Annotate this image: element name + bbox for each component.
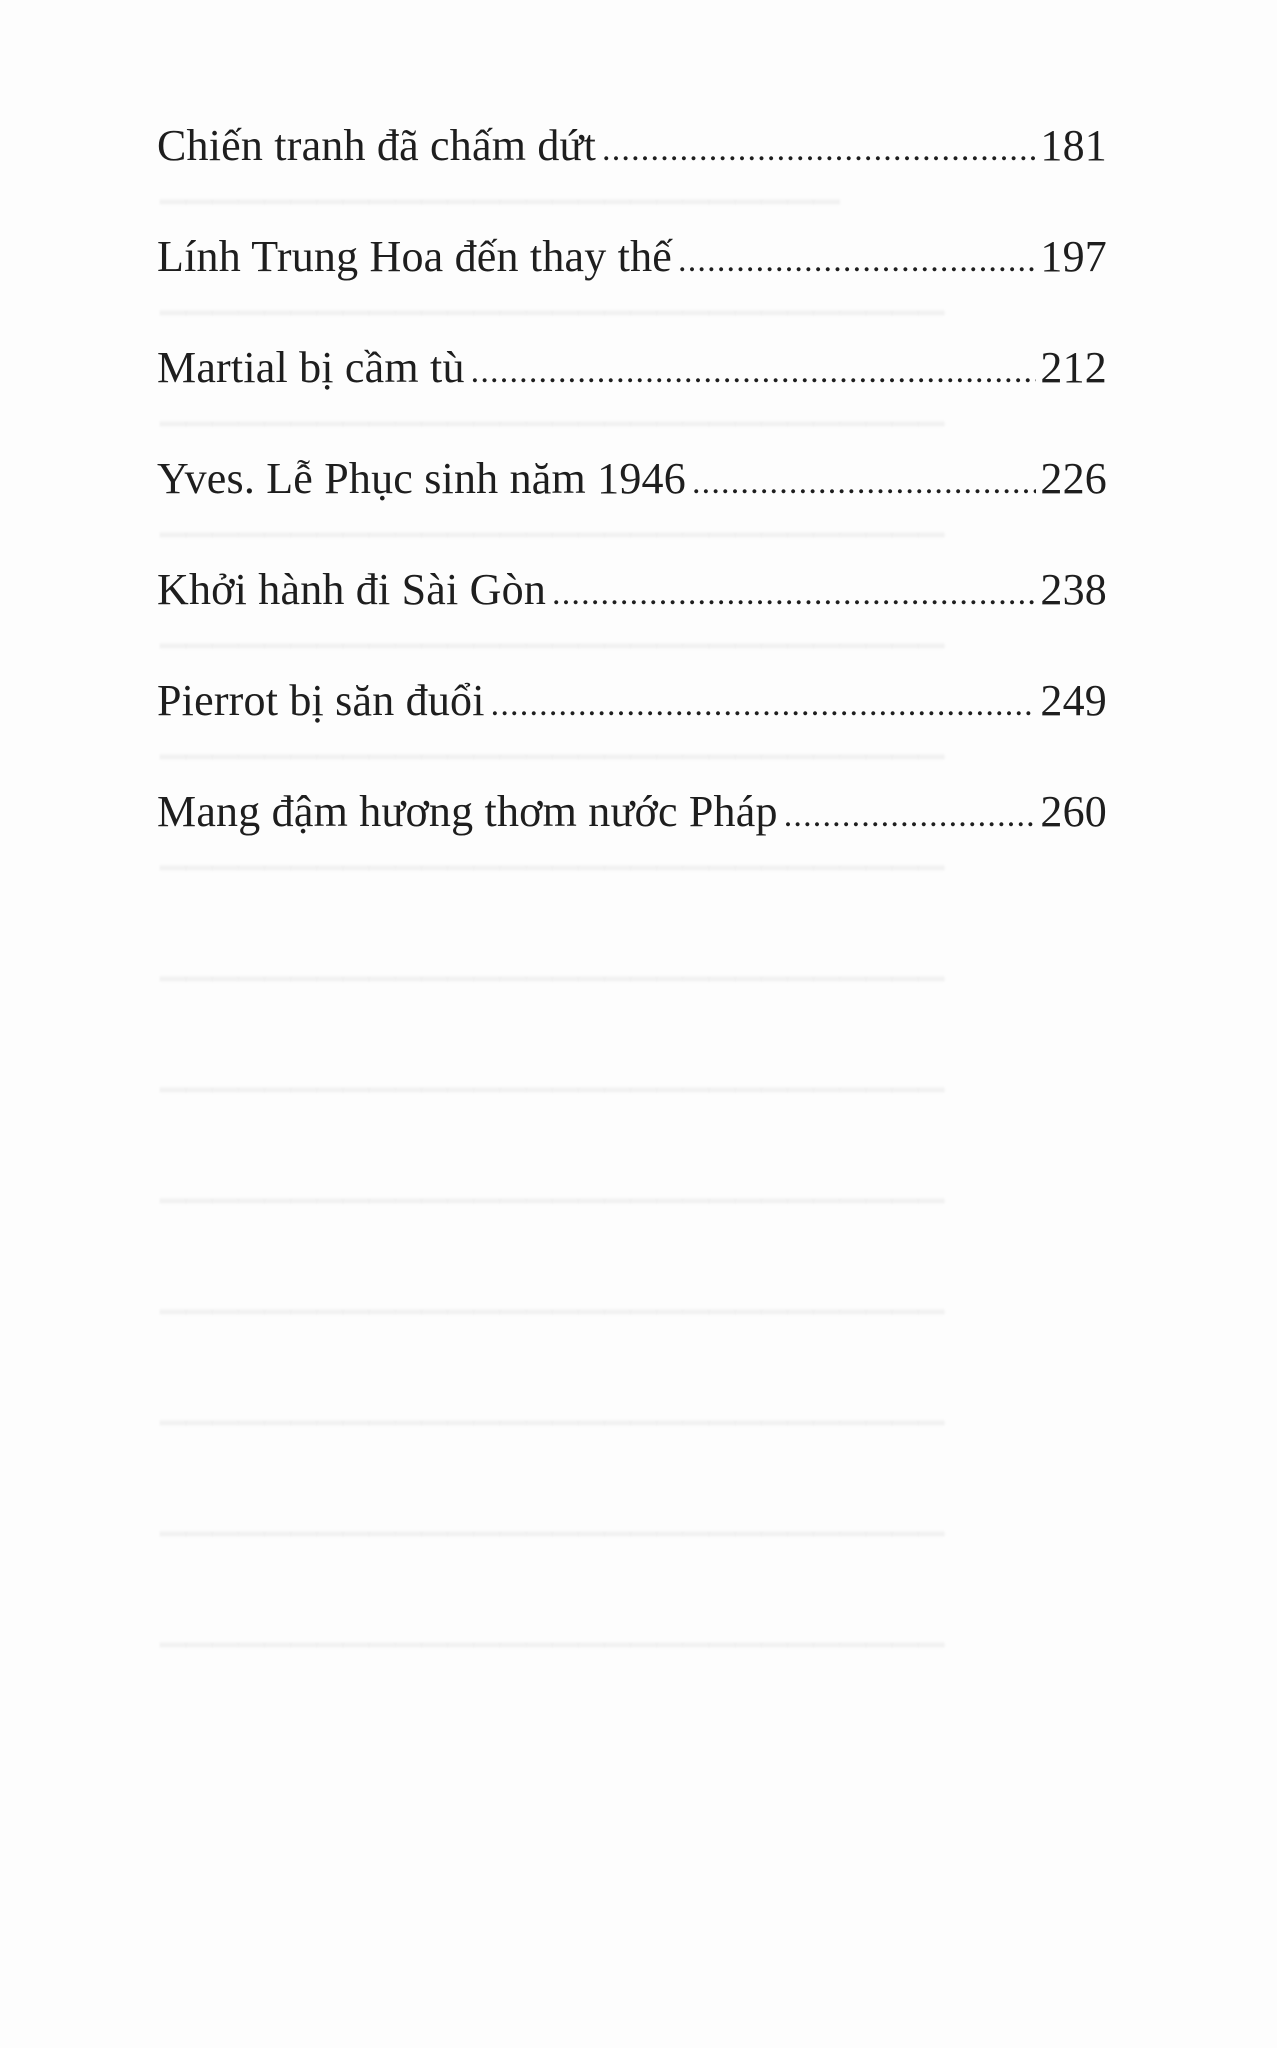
toc-entry-title: Chiến tranh đã chấm dứt [157,121,596,170]
toc-entry-page-number: 226 [1040,454,1107,503]
toc-entry-title: Khởi hành đi Sài Gòn [157,565,547,614]
toc-entry-page-number: 181 [1040,121,1107,170]
toc-entry-title: Pierrot bị săn đuổi [157,676,485,725]
toc-entry [157,564,1107,675]
toc-entry-page-number: 260 [1040,787,1107,836]
toc-dot-leader [602,131,1036,169]
toc-entry-title: Lính Trung Hoa đến thay thế [157,232,673,281]
toc-entry-page-number: 238 [1040,565,1107,614]
toc-dot-leader [678,242,1036,280]
toc-entry [157,786,1107,897]
toc-dot-leader [471,353,1037,391]
toc-entry [157,453,1107,564]
toc-entry-page-number: 197 [1040,232,1107,281]
toc-dot-leader [552,575,1036,613]
toc-entry-title: Yves. Lễ Phục sinh năm 1946 [157,454,686,503]
toc-entry-title: Mang đậm hương thơm nước Pháp [157,787,778,836]
toc-entry [157,342,1107,453]
toc-entry-page-number: 249 [1040,676,1107,725]
toc-entry [157,120,1107,231]
toc-entry-page-number: 212 [1040,343,1107,392]
table-of-contents [157,120,1107,897]
toc-dot-leader [784,797,1037,835]
toc-entry [157,231,1107,342]
toc-entry-title: Martial bị cầm tù [157,343,465,392]
toc-dot-leader [692,464,1036,502]
toc-entry [157,675,1107,786]
toc-dot-leader [491,686,1037,724]
